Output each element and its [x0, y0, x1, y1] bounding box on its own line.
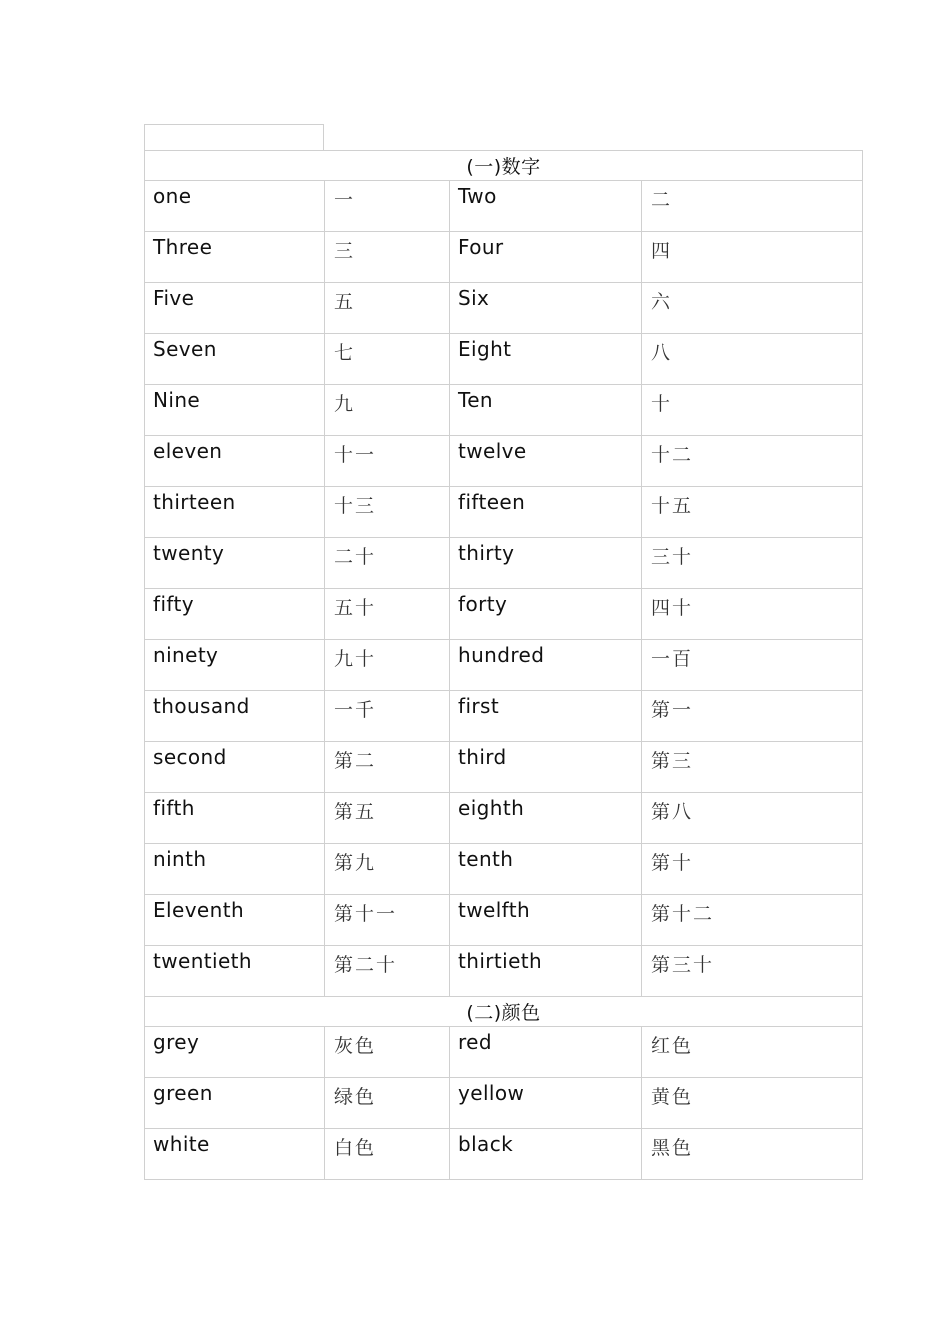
section-header-row: [145, 151, 863, 181]
chinese-word-cell: 第二: [325, 742, 450, 793]
chinese-word-cell: 十一: [325, 436, 450, 487]
english-word-cell: twelfth: [450, 895, 642, 946]
english-word-cell: Ten: [450, 385, 642, 436]
english-word-cell: ninth: [145, 844, 325, 895]
english-word-cell: twentieth: [145, 946, 325, 997]
chinese-word-cell: 黑色: [642, 1129, 863, 1180]
table-row: [145, 895, 863, 946]
table-row: [145, 1078, 863, 1129]
table-row: [145, 844, 863, 895]
english-word-cell: Nine: [145, 385, 325, 436]
chinese-word-cell: 十五: [642, 487, 863, 538]
chinese-word-cell: 三十: [642, 538, 863, 589]
english-word-cell: first: [450, 691, 642, 742]
table-row: [145, 640, 863, 691]
table-row: [145, 385, 863, 436]
chinese-word-cell: 十二: [642, 436, 863, 487]
table-row: [145, 589, 863, 640]
english-word-cell: eighth: [450, 793, 642, 844]
table-row: [145, 181, 863, 232]
english-word-cell: Six: [450, 283, 642, 334]
table-row: [145, 232, 863, 283]
english-word-cell: hundred: [450, 640, 642, 691]
chinese-word-cell: 第十: [642, 844, 863, 895]
english-word-cell: twenty: [145, 538, 325, 589]
table-row: [145, 946, 863, 997]
table-row: [145, 487, 863, 538]
chinese-word-cell: 九: [325, 385, 450, 436]
english-word-cell: one: [145, 181, 325, 232]
table-row: [145, 538, 863, 589]
english-word-cell: forty: [450, 589, 642, 640]
chinese-word-cell: 第五: [325, 793, 450, 844]
english-word-cell: eleven: [145, 436, 325, 487]
table-row: [145, 436, 863, 487]
chinese-word-cell: 七: [325, 334, 450, 385]
table-row: [145, 334, 863, 385]
table-row: [145, 793, 863, 844]
chinese-word-cell: 黄色: [642, 1078, 863, 1129]
table-row: [145, 742, 863, 793]
chinese-word-cell: 四十: [642, 589, 863, 640]
english-word-cell: Eight: [450, 334, 642, 385]
english-word-cell: twelve: [450, 436, 642, 487]
table-row: [145, 283, 863, 334]
english-word-cell: thirtieth: [450, 946, 642, 997]
table-row: [145, 1129, 863, 1180]
chinese-word-cell: 五: [325, 283, 450, 334]
chinese-word-cell: 第十二: [642, 895, 863, 946]
english-word-cell: white: [145, 1129, 325, 1180]
chinese-word-cell: 白色: [325, 1129, 450, 1180]
section-title: (二)颜色: [145, 997, 863, 1027]
chinese-word-cell: 第十一: [325, 895, 450, 946]
chinese-word-cell: 六: [642, 283, 863, 334]
chinese-word-cell: 五十: [325, 589, 450, 640]
chinese-word-cell: 绿色: [325, 1078, 450, 1129]
chinese-word-cell: 第三十: [642, 946, 863, 997]
vocabulary-table: [144, 150, 863, 1180]
chinese-word-cell: 三: [325, 232, 450, 283]
english-word-cell: Five: [145, 283, 325, 334]
english-word-cell: Two: [450, 181, 642, 232]
table-row: [145, 691, 863, 742]
english-word-cell: black: [450, 1129, 642, 1180]
english-word-cell: ninety: [145, 640, 325, 691]
table-header-stub: [144, 124, 324, 150]
chinese-word-cell: 八: [642, 334, 863, 385]
chinese-word-cell: 第二十: [325, 946, 450, 997]
chinese-word-cell: 第一: [642, 691, 863, 742]
chinese-word-cell: 第九: [325, 844, 450, 895]
table-row: [145, 1027, 863, 1078]
english-word-cell: grey: [145, 1027, 325, 1078]
vocabulary-table-body: [145, 151, 863, 1180]
english-word-cell: Four: [450, 232, 642, 283]
english-word-cell: yellow: [450, 1078, 642, 1129]
chinese-word-cell: 一百: [642, 640, 863, 691]
english-word-cell: second: [145, 742, 325, 793]
english-word-cell: thirteen: [145, 487, 325, 538]
chinese-word-cell: 灰色: [325, 1027, 450, 1078]
chinese-word-cell: 第三: [642, 742, 863, 793]
chinese-word-cell: 红色: [642, 1027, 863, 1078]
english-word-cell: green: [145, 1078, 325, 1129]
section-title: (一)数字: [145, 151, 863, 181]
english-word-cell: Three: [145, 232, 325, 283]
chinese-word-cell: 二: [642, 181, 863, 232]
chinese-word-cell: 九十: [325, 640, 450, 691]
english-word-cell: fifty: [145, 589, 325, 640]
english-word-cell: Eleventh: [145, 895, 325, 946]
english-word-cell: red: [450, 1027, 642, 1078]
english-word-cell: third: [450, 742, 642, 793]
chinese-word-cell: 二十: [325, 538, 450, 589]
english-word-cell: Seven: [145, 334, 325, 385]
chinese-word-cell: 四: [642, 232, 863, 283]
chinese-word-cell: 第八: [642, 793, 863, 844]
english-word-cell: tenth: [450, 844, 642, 895]
section-header-row: [145, 997, 863, 1027]
chinese-word-cell: 十三: [325, 487, 450, 538]
chinese-word-cell: 一千: [325, 691, 450, 742]
english-word-cell: thirty: [450, 538, 642, 589]
chinese-word-cell: 十: [642, 385, 863, 436]
chinese-word-cell: 一: [325, 181, 450, 232]
english-word-cell: thousand: [145, 691, 325, 742]
english-word-cell: fifteen: [450, 487, 642, 538]
english-word-cell: fifth: [145, 793, 325, 844]
